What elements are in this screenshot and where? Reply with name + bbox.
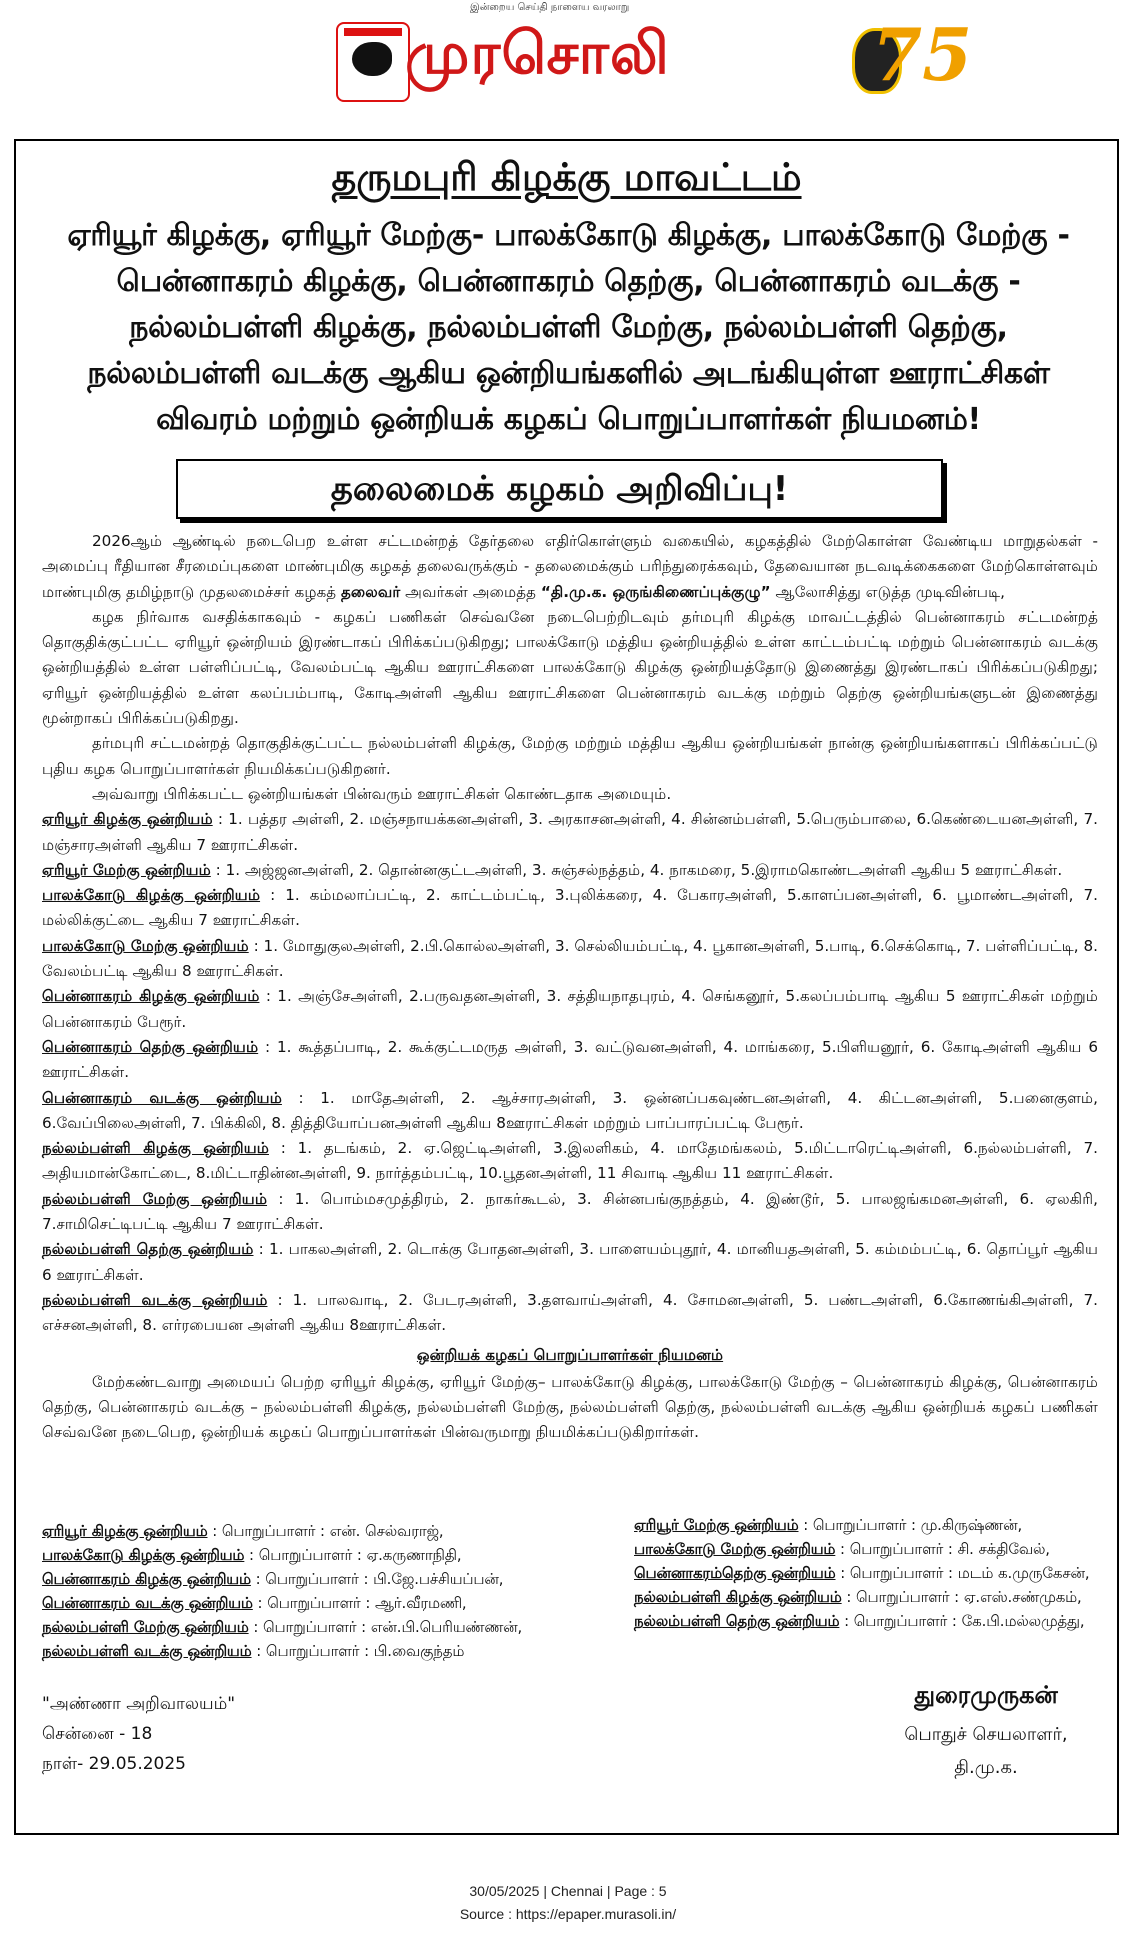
appointment-union-name: நல்லம்பள்ளி வடக்கு ஒன்றியம் [42,1643,252,1660]
appointment-union-name: நல்லம்பள்ளி மேற்கு ஒன்றியம் [42,1619,249,1636]
appointment-entry [634,1565,1090,1584]
union-name: நல்லம்பள்ளி வடக்கு ஒன்றியம் [42,1290,268,1309]
address-line-1: "அண்ணா அறிவாலயம்" [42,1694,236,1714]
union-entry [42,858,1098,883]
signatory-post: பொதுச் செயலாளர், [904,1724,1068,1745]
notice-body [42,529,1098,1446]
anniversary-number: 75 [872,12,973,97]
footer-source-link[interactable]: Source : https://epaper.murasoli.in/ [459,1906,677,1922]
union-entry [42,1136,1098,1187]
union-villages: : 1. பொம்மசமுத்திரம், 2. நாகர்கூடல், 3. சின்னபங்குநத்தம், 4. இண்டூர், 5. பாலஜங்கமனஅள்ளி, 6. ஏலகிரி, 7.சாமிசெட்டிபட்டி ஆகிய 7 ஊராட்சிகள். [42,1189,1098,1234]
union-entry [42,1187,1098,1238]
paragraph-3: தர்மபுரி சட்டமன்றத் தொகுதிக்குட்பட்ட நல்லம்பள்ளி கிழக்கு, மேற்கு மற்றும் மத்திய ஆகிய ஒன்றியங்கள் நான்கு ஒன்றியங்களாகப் பிரிக்கப்பட்டு புதிய கழக பொறுப்பாளர்கள் நியமிக்கப்படுகிறனர். [42,734,1098,778]
appointment-entry [42,1643,464,1662]
appointment-person: : பொறுப்பாளர் : ஏ.எஸ்.சண்முகம், [841,1589,1082,1606]
union-entry [42,1288,1098,1339]
union-entry [42,883,1098,934]
union-name: நல்லம்பள்ளி தெற்கு ஒன்றியம் [42,1240,254,1259]
appointment-entry [634,1613,1085,1632]
union-villages: : 1. மாதேஅள்ளி, 2. ஆச்சாரஅள்ளி, 3. ஒன்னப்பகவுண்டனஅள்ளி, 4. கிட்டனஅள்ளி, 5.பனைகுளம், 6.வேப்பிலைஅள்ளி, 7. பிக்கிலி, 8. தித்தியோப்பனஅள்ளி ஆகிய 8ஊராட்சிகள் மற்றும் பாப்பாரப்பட்டி பேரூர். [42,1088,1098,1132]
party-emblem-icon [336,22,410,102]
anniversary-emblem [852,12,973,104]
union-entry [42,1237,1098,1288]
appointment-person: : பொறுப்பாளர் : ஆர்.வீரமணி, [252,1595,467,1612]
union-name: பாலக்கோடு மேற்கு ஒன்றியம் [42,936,249,955]
union-name: பென்னாகரம் வடக்கு ஒன்றியம் [42,1088,282,1107]
address-line-2: சென்னை - 18 [42,1724,153,1744]
appointment-person: : பொறுப்பாளர் : என்.பி.பெரியண்ணன், [248,1619,523,1636]
appointment-person: : பொறுப்பாளர் : பி.வைகுந்தம் [251,1643,465,1660]
appointment-union-name: ஏரியூர் மேற்கு ஒன்றியம் [634,1517,799,1534]
appointment-union-name: பாலக்கோடு கிழக்கு ஒன்றியம் [42,1547,245,1564]
union-entry [42,1086,1098,1137]
appointment-person: : பொறுப்பாளர் : கே.பி.மல்லமுத்து, [839,1613,1085,1630]
paragraph-4: அவ்வாறு பிரிக்கபட்ட ஒன்றியங்கள் பின்வரும் ஊராட்சிகள் கொண்டதாக அமையும். [92,784,672,803]
union-name: நல்லம்பள்ளி கிழக்கு ஒன்றியம் [42,1139,269,1158]
union-villages: : 1. கம்மலாப்பட்டி, 2. காட்டம்பட்டி, 3.புலிக்கரை, 4. பேகாரஅள்ளி, 5.காளப்பனஅள்ளி, 6. பூமாண்டஅள்ளி, 7. மல்லிக்குட்டை ஆகிய 7 ஊராட்சிகள். [42,886,1098,930]
appointment-entry [634,1589,1082,1608]
appointment-entry [634,1517,1022,1536]
headline: ஏரியூர் கிழக்கு, ஏரியூர் மேற்கு- பாலக்கோடு கிழக்கு, பாலக்கோடு மேற்கு - பென்னாகரம் கிழக்கு, பென்னாகரம் தெற்கு, பென்னாகரம் வடக்கு - நல்லம்பள்ளி கிழக்கு, நல்லம்பள்ளி மேற்கு, நல்லம்பள்ளி தெற்கு, நல்லம்பள்ளி வடக்கு ஆகிய ஒன்றியங்களில் அடங்கியுள்ள ஊராட்சிகள் விவரம் மற்றும் ஒன்றியக் கழகப் பொறுப்பாளர்கள் நியமனம்! [67,218,1070,437]
masthead [0,0,1136,125]
union-villages: : 1. அஞ்சேஅள்ளி, 2.பருவதனஅள்ளி, 3. சத்தியநாதபுரம், 4. செங்கனூர், 5.கலப்பம்பாடி ஆகிய 5 ஊராட்சிகள் மற்றும் பென்னாகரம் பேரூர். [42,987,1099,1031]
union-name: ஏரியூர் மேற்கு ஒன்றியம் [42,860,211,879]
union-villages: : 1. மோதுகுலஅள்ளி, 2.பி.கொல்லஅள்ளி, 3. செல்லியம்பட்டி, 4. பூகானஅள்ளி, 5.பாடி, 6.செக்கொடி, 7. பள்ளிப்பட்டி, 8. வேலம்பட்டி ஆகிய 8 ஊராட்சிகள். [42,936,1098,981]
appointment-union-name: ஏரியூர் கிழக்கு ஒன்றியம் [42,1523,208,1540]
appointment-union-name: பென்னாகரம் வடக்கு ஒன்றியம் [42,1595,253,1612]
union-villages: : 1. பாலவாடி, 2. பேடரஅள்ளி, 3.தளவாய்அள்ளி, 4. சோமனஅள்ளி, 5. பண்டஅள்ளி, 6.கோணங்கிஅள்ளி, 7. எச்சனஅள்ளி, 8. எர்ரபையன அள்ளி ஆகிய 8ஊராட்சிகள். [42,1290,1098,1335]
union-name: பென்னாகரம் தெற்கு ஒன்றியம் [42,1037,259,1056]
union-villages: : 1. பத்தர அள்ளி, 2. மஞ்சநாயக்கனஅள்ளி, 3. அரகாசனஅள்ளி, 4. சின்னம்பள்ளி, 5.பெரும்பாலை, 6.கெண்டையனஅள்ளி, 7. மஞ்சாரஅள்ளி ஆகிய 7 ஊராட்சிகள். [42,810,1098,854]
date: நாள்- 29.05.2025 [42,1754,187,1774]
appointment-entry [42,1571,503,1590]
appointment-entry [42,1619,522,1638]
appointment-person: : பொறுப்பாளர் : என். செல்வராஜ், [207,1523,444,1540]
union-entry [42,984,1098,1035]
footer-date-line: 30/05/2025 | Chennai | Page : 5 [469,1883,667,1899]
appointment-entry [42,1523,444,1542]
appointment-entry [42,1547,462,1566]
address-block [42,1689,235,1779]
signatory-party: தி.மு.க. [954,1757,1018,1778]
bull-icon [352,42,392,76]
appointment-union-name: நல்லம்பள்ளி கிழக்கு ஒன்றியம் [634,1589,842,1606]
district-title: தருமபுரி கிழக்கு மாவட்டம் [331,155,802,199]
appointments-paragraph: மேற்கண்டவாறு அமையப் பெற்ற ஏரியூர் கிழக்கு, ஏரியூர் மேற்கு– பாலக்கோடு கிழக்கு, பாலக்கோடு மேற்கு – பென்னாகரம் கிழக்கு, பென்னாகரம் தெற்கு, பென்னாகரம் வடக்கு – நல்லம்பள்ளி கிழக்கு, நல்லம்பள்ளி மேற்கு, நல்லம்பள்ளி தெற்கு, நல்லம்பள்ளி வடக்கு ஆகிய ஒன்றியக் கழகப் பணிகள் செவ்வனே நடைபெற, ஒன்றியக் கழகப் பொறுப்பாளர்கள் பின்வருமாறு நியமிக்கப்படுகிறார்கள். [42,1372,1098,1442]
union-name: பாலக்கோடு கிழக்கு ஒன்றியம் [42,886,261,905]
appointment-person: : பொறுப்பாளர் : சி. சக்திவேல், [835,1541,1051,1558]
announcement-box: தலைமைக் கழகம் அறிவிப்பு! [176,459,943,519]
appointment-union-name: நல்லம்பள்ளி தெற்கு ஒன்றியம் [634,1613,840,1630]
union-entry [42,934,1098,985]
appointments-title: ஒன்றியக் கழகப் பொறுப்பாளர்கள் நியமனம் [416,1345,724,1364]
appointment-person: : பொறுப்பாளர் : மு.கிருஷ்ணன், [798,1517,1023,1534]
appointment-union-name: பாலக்கோடு மேற்கு ஒன்றியம் [634,1541,836,1558]
committee-name: “தி.மு.க. ஒருங்கிணைப்புக்குழு” [540,582,771,601]
union-villages: : 1. தடங்கம், 2. ஏ.ஜெட்டிஅள்ளி, 3.இலளிகம், 4. மாதேமங்கலம், 5.மிட்டாரெட்டிஅள்ளி, 6.நல்லம்பள்ளி, 7. அதியமான்கோட்டை, 8.மிட்டாதின்னஅள்ளி, 9. நார்த்தம்பட்டி, 10.பூதனஅள்ளி, 11 சிவாடி ஆகிய 11 ஊராட்சிகள். [42,1139,1098,1183]
appointment-entry [634,1541,1050,1560]
appointment-person: : பொறுப்பாளர் : மடம் க.முருகேசன், [835,1565,1090,1582]
appointment-person: : பொறுப்பாளர் : பி.ஜே.பச்சியப்பன், [250,1571,504,1588]
union-list [42,807,1098,1338]
paragraph-2: கழக நிர்வாக வசதிக்காகவும் - கழகப் பணிகள் செவ்வனே நடைபெற்றிடவும் தர்மபுரி கிழக்கு மாவட்டத்தில் பென்னாகரம் சட்டமன்றத் தொகுதிக்குட்பட்ட ஏரியூர் ஒன்றியம் இரண்டாகப் பிரிக்கப்படுகிறது; பாலக்கோடு மத்திய ஒன்றியத்தில் உள்ள காட்டம்பட்டி மற்றும் பென்னாகரம் வடக்கு ஒன்றியத்தில் உள்ள பள்ளிப்பட்டி, வேலம்பட்டி ஆகிய ஊராட்சிகளை பாலக்கோடு கிழக்கு ஒன்றியத்தோடு இணைத்து இரண்டாகப் பிரிக்கப்படுகிறது; ஏரியூர் ஒன்றியத்தில் உள்ள கலப்பம்பாடி, கோடிஅள்ளி ஆகிய ஊராட்சிகளை பென்னாகரம் வடக்கு மற்றும் தெற்கு ஒன்றியங்களுடன் இணைத்து மூன்றாகப் பிரிக்கப்படுகிறது. [42,607,1098,728]
appointment-person: : பொறுப்பாளர் : ஏ.கருணாநிதி, [244,1547,462,1564]
union-entry [42,807,1098,858]
union-entry [42,1035,1098,1086]
newspaper-logo: முரசொலி [405,19,670,87]
appointment-union-name: பென்னாகரம் கிழக்கு ஒன்றியம் [42,1571,251,1588]
appointment-union-name: பென்னாகரம்தெற்கு ஒன்றியம் [634,1565,836,1582]
signatory-name: துரைமுருகன் [914,1681,1058,1709]
union-villages: : 1. கூத்தப்பாடி, 2. கூக்குட்டமருத அள்ளி, 3. வட்டுவனஅள்ளி, 4. மாங்கரை, 5.பிளியனூர், 6. கோடிஅள்ளி ஆகிய 6 ஊராட்சிகள். [42,1037,1099,1082]
paragraph-1: 2026ஆம் ஆண்டில் நடைபெற உள்ள சட்டமன்றத் தேர்தலை எதிர்கொள்ளும் வகையில், கழகத்தில் மேற்கொள்ள வேண்டிய மாறுதல்கள் - அமைப்பு ரீதியான சீரமைப்புகளை மாண்புமிகு கழகத் தலைவருக்கும் - தலைமைக்கும் பரிந்துரைக்கவும், தேவையான நடவடிக்கைகளை மேற்கொள்ளவும் மாண்புமிகு தமிழ்நாடு முதலமைச்சர் கழகத் தலைவர் அவர்கள் அமைத்த “தி.மு.க. ஒருங்கிணைப்புக்குழு” ஆலோசித்து எடுத்த முடிவின்படி, [42,532,1098,601]
union-name: ஏரியூர் கிழக்கு ஒன்றியம் [42,810,213,829]
emblem-flag-icon [344,28,402,36]
tagline: இன்றைய செய்தி நாளைய வரலாறு [470,2,630,13]
notice-box [14,139,1119,1835]
union-name: நல்லம்பள்ளி மேற்கு ஒன்றியம் [42,1189,268,1208]
union-villages: : 1. அஜ்ஜனஅள்ளி, 2. தொன்னகுட்டஅள்ளி, 3. சுஞ்சல்நத்தம், 4. நாகமரை, 5.இராமகொண்டஅள்ளி ஆகிய 5 ஊராட்சிகள். [210,860,1063,879]
union-name: பென்னாகரம் கிழக்கு ஒன்றியம் [42,987,260,1006]
union-villages: : 1. பாகலஅள்ளி, 2. டொக்கு போதனஅள்ளி, 3. பாளையம்புதூர், 4. மானியதஅள்ளி, 5. கம்மம்பட்டி, 6. தொப்பூர் ஆகிய 6 ஊராட்சிகள். [42,1240,1098,1284]
appointment-entry [42,1595,467,1614]
